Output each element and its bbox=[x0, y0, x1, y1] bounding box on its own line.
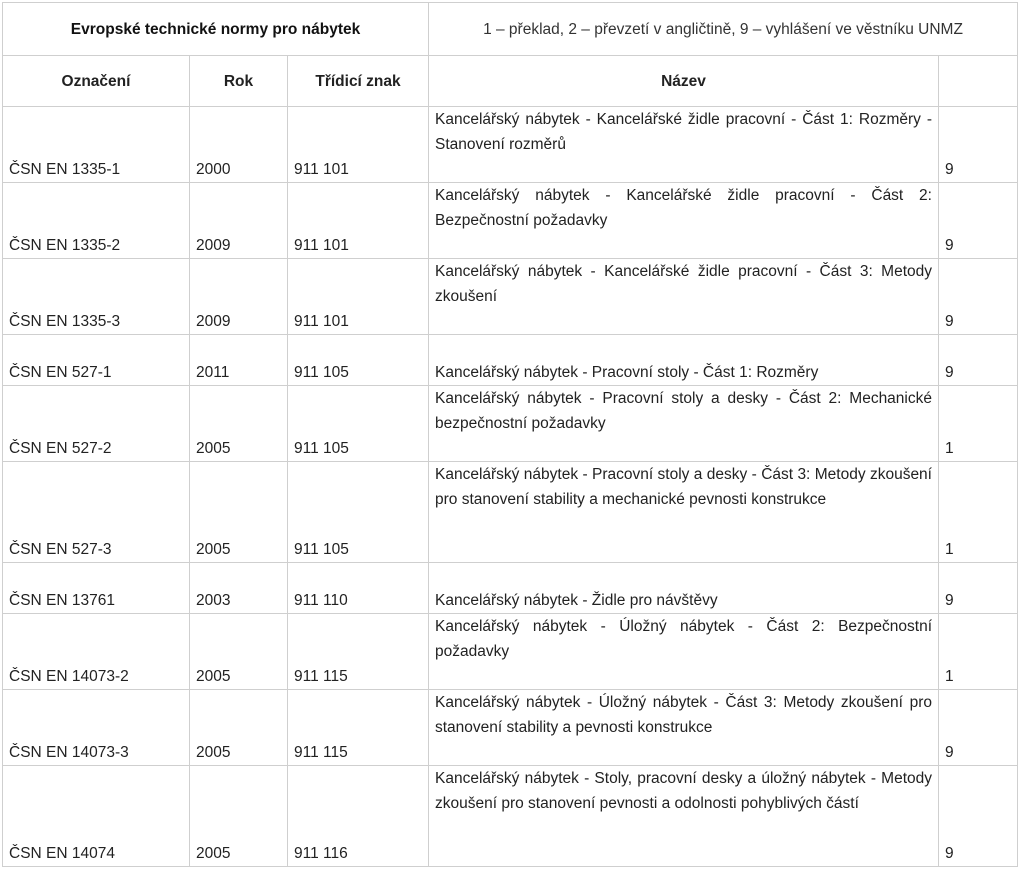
table-row bbox=[3, 335, 1018, 386]
cell-zpusob: 9 bbox=[939, 690, 1018, 766]
cell-zpusob: 1 bbox=[939, 462, 1018, 563]
cell-oznaceni: ČSN EN 527-3 bbox=[3, 462, 190, 563]
table-row bbox=[3, 614, 1018, 690]
cell-zpusob: 9 bbox=[939, 259, 1018, 335]
cell-znak: 911 105 bbox=[288, 462, 429, 563]
table-row bbox=[3, 766, 1018, 867]
cell-nazev: Kancelářský nábytek - Židle pro návštěvy bbox=[429, 563, 939, 614]
header-nazev: Název bbox=[429, 56, 939, 107]
cell-zpusob: 9 bbox=[939, 107, 1018, 183]
header-oznaceni: Označení bbox=[3, 56, 190, 107]
cell-zpusob: 1 bbox=[939, 614, 1018, 690]
cell-zpusob: 9 bbox=[939, 766, 1018, 867]
legend-text: 1 – překlad, 2 – převzetí v angličtině, 9 – vyhlášení ve věstníku UNMZ bbox=[429, 3, 1018, 56]
cell-oznaceni: ČSN EN 527-2 bbox=[3, 386, 190, 462]
cell-rok: 2005 bbox=[190, 614, 288, 690]
table-row bbox=[3, 183, 1018, 259]
cell-nazev: Kancelářský nábytek - Pracovní stoly - Část 1: Rozměry bbox=[429, 335, 939, 386]
table-row bbox=[3, 386, 1018, 462]
cell-znak: 911 110 bbox=[288, 563, 429, 614]
cell-znak: 911 105 bbox=[288, 386, 429, 462]
cell-rok: 2000 bbox=[190, 107, 288, 183]
cell-oznaceni: ČSN EN 14074 bbox=[3, 766, 190, 867]
cell-znak: 911 101 bbox=[288, 183, 429, 259]
cell-nazev: Kancelářský nábytek - Kancelářské židle pracovní - Část 3: Metody zkoušení bbox=[429, 259, 939, 335]
cell-rok: 2005 bbox=[190, 766, 288, 867]
cell-zpusob: 9 bbox=[939, 183, 1018, 259]
cell-rok: 2011 bbox=[190, 335, 288, 386]
table-row bbox=[3, 462, 1018, 563]
cell-oznaceni: ČSN EN 1335-2 bbox=[3, 183, 190, 259]
cell-nazev: Kancelářský nábytek - Kancelářské židle pracovní - Část 1: Rozměry - Stanovení rozměrů bbox=[429, 107, 939, 183]
norms-table bbox=[2, 2, 1018, 867]
table-row bbox=[3, 690, 1018, 766]
header-row bbox=[3, 56, 1018, 107]
table-row bbox=[3, 259, 1018, 335]
cell-nazev: Kancelářský nábytek - Pracovní stoly a desky - Část 2: Mechanické bezpečnostní požadavky bbox=[429, 386, 939, 462]
cell-zpusob: 9 bbox=[939, 563, 1018, 614]
header-rok: Rok bbox=[190, 56, 288, 107]
cell-rok: 2003 bbox=[190, 563, 288, 614]
cell-oznaceni: ČSN EN 13761 bbox=[3, 563, 190, 614]
cell-rok: 2005 bbox=[190, 462, 288, 563]
table-row bbox=[3, 107, 1018, 183]
cell-oznaceni: ČSN EN 1335-3 bbox=[3, 259, 190, 335]
cell-oznaceni: ČSN EN 527-1 bbox=[3, 335, 190, 386]
cell-rok: 2009 bbox=[190, 259, 288, 335]
cell-zpusob: 1 bbox=[939, 386, 1018, 462]
header-zpusob bbox=[939, 56, 1018, 107]
cell-znak: 911 116 bbox=[288, 766, 429, 867]
table-title: Evropské technické normy pro nábytek bbox=[3, 3, 429, 56]
cell-rok: 2005 bbox=[190, 386, 288, 462]
cell-zpusob: 9 bbox=[939, 335, 1018, 386]
cell-oznaceni: ČSN EN 1335-1 bbox=[3, 107, 190, 183]
cell-nazev: Kancelářský nábytek - Kancelářské židle pracovní - Část 2: Bezpečnostní požadavky bbox=[429, 183, 939, 259]
cell-znak: 911 115 bbox=[288, 690, 429, 766]
cell-znak: 911 115 bbox=[288, 614, 429, 690]
cell-nazev: Kancelářský nábytek - Pracovní stoly a desky - Část 3: Metody zkoušení pro stanovení stability a mechanické pevnosti konstrukce bbox=[429, 462, 939, 563]
cell-znak: 911 105 bbox=[288, 335, 429, 386]
cell-znak: 911 101 bbox=[288, 107, 429, 183]
title-row bbox=[3, 3, 1018, 56]
cell-rok: 2005 bbox=[190, 690, 288, 766]
cell-nazev: Kancelářský nábytek - Úložný nábytek - Část 3: Metody zkoušení pro stanovení stability a pevnosti konstrukce bbox=[429, 690, 939, 766]
cell-nazev: Kancelářský nábytek - Stoly, pracovní desky a úložný nábytek - Metody zkoušení pro stanovení pevnosti a odolnosti pohyblivých částí bbox=[429, 766, 939, 867]
cell-rok: 2009 bbox=[190, 183, 288, 259]
cell-znak: 911 101 bbox=[288, 259, 429, 335]
table-row bbox=[3, 563, 1018, 614]
cell-oznaceni: ČSN EN 14073-3 bbox=[3, 690, 190, 766]
cell-nazev: Kancelářský nábytek - Úložný nábytek - Část 2: Bezpečnostní požadavky bbox=[429, 614, 939, 690]
header-tridici-znak: Třídicí znak bbox=[288, 56, 429, 107]
cell-oznaceni: ČSN EN 14073-2 bbox=[3, 614, 190, 690]
